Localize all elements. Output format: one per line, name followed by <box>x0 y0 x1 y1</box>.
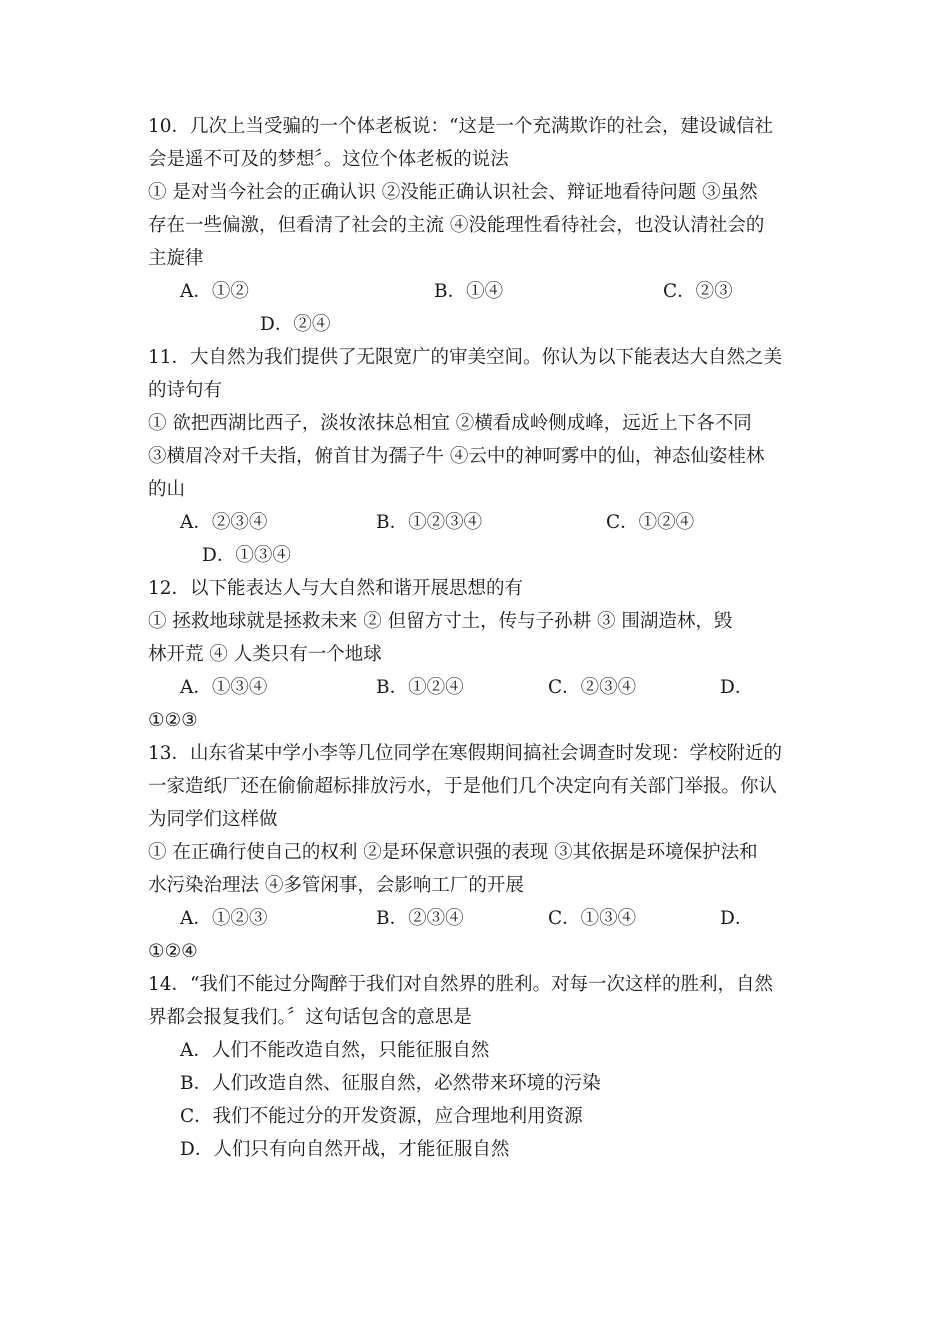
options-row <box>148 275 808 308</box>
statement-text: ① 在正确行使自己的权利 ②是环保意识强的表现 ③其依据是环境保护法和 <box>148 842 758 863</box>
question-10 <box>148 110 808 341</box>
option-d[interactable]: D．②④ <box>260 314 331 335</box>
statement-text: 存在一些偏激，但看清了社会的主流 ④没能理性看待社会，也没认清社会的 <box>148 215 765 236</box>
statement-text: ① 拯救地球就是拯救未来 ② 但留方寸土，传与子孙耕 ③ 围湖造林，毁 <box>148 611 733 632</box>
question-12 <box>148 572 808 737</box>
question-stem: 14．“我们不能过分陶醉于我们对自然界的胜利。对每一次这样的胜利，自然 <box>148 974 774 995</box>
option-d[interactable]: D． <box>720 677 754 698</box>
question-stem: 的诗句有 <box>148 380 223 401</box>
exam-page <box>148 110 808 1166</box>
option-a[interactable]: A．①③④ <box>180 677 268 698</box>
option-c[interactable]: C．②③ <box>663 281 733 302</box>
option-d[interactable]: D． <box>720 908 754 929</box>
option-a[interactable]: A．①② <box>180 281 249 302</box>
question-14 <box>148 968 808 1166</box>
question-stem: 10．几次上当受骗的一个体老板说：“这是一个充满欺诈的社会，建设诚信社 <box>148 116 774 137</box>
question-11 <box>148 341 808 572</box>
option-a[interactable]: A．①②③ <box>180 908 268 929</box>
option-c[interactable]: C．②③④ <box>548 677 637 698</box>
option-d[interactable]: D．人们只有向自然开战，才能征服自然 <box>180 1139 510 1160</box>
question-13 <box>148 737 808 968</box>
statement-text: 主旋律 <box>148 248 204 269</box>
options-row <box>148 308 808 341</box>
option-c[interactable]: C．①③④ <box>548 908 637 929</box>
statement-text: ① 是对当今社会的正确认识 ②没能正确认识社会、辩证地看待问题 ③虽然 <box>148 182 758 203</box>
option-b[interactable]: B．①④ <box>434 281 504 302</box>
options-row <box>148 539 808 572</box>
option-a[interactable]: A．人们不能改造自然，只能征服自然 <box>180 1040 490 1061</box>
option-d[interactable]: D．①③④ <box>202 545 291 566</box>
option-c[interactable]: C．我们不能过分的开发资源，应合理地利用资源 <box>180 1106 583 1127</box>
question-stem: 会是遥不可及的梦想〞。这位个体老板的说法 <box>148 149 509 170</box>
option-d-value: ①②③ <box>148 710 198 731</box>
statement-text: 林开荒 ④ 人类只有一个地球 <box>148 644 382 665</box>
question-stem: 12．以下能表达人与大自然和谐开展思想的有 <box>148 578 524 599</box>
option-b[interactable]: B．①②③④ <box>376 512 483 533</box>
options-row <box>148 671 808 704</box>
options-row <box>148 506 808 539</box>
question-stem: 11．大自然为我们提供了无限宽广的审美空间。你认为以下能表达大自然之美 <box>148 347 783 368</box>
option-b[interactable]: B．①②④ <box>376 677 464 698</box>
question-stem: 界都会报复我们。〞这句话包含的意思是 <box>148 1007 472 1028</box>
option-c[interactable]: C．①②④ <box>606 512 695 533</box>
question-stem: 13．山东省某中学小李等几位同学在寒假期间搞社会调查时发现：学校附近的 <box>148 743 783 764</box>
question-stem: 一家造纸厂还在偷偷超标排放污水，于是他们几个决定向有关部门举报。你认 <box>148 776 778 797</box>
option-b[interactable]: B．②③④ <box>376 908 464 929</box>
option-d-value: ①②④ <box>148 941 198 962</box>
statement-text: ① 欲把西湖比西子，淡妆浓抹总相宜 ②横看成岭侧成峰，远近上下各不同 <box>148 413 752 434</box>
question-stem: 为同学们这样做 <box>148 809 278 830</box>
statement-text: 的山 <box>148 479 186 500</box>
option-b[interactable]: B．人们改造自然、征服自然，必然带来环境的污染 <box>180 1073 601 1094</box>
statement-text: 水污染治理法 ④多管闲事，会影响工厂的开展 <box>148 875 524 896</box>
statement-text: ③横眉冷对千夫指，俯首甘为孺子牛 ④云中的神呵雾中的仙，神态仙姿桂林 <box>148 446 765 467</box>
option-a[interactable]: A．②③④ <box>180 512 268 533</box>
options-row <box>148 902 808 935</box>
